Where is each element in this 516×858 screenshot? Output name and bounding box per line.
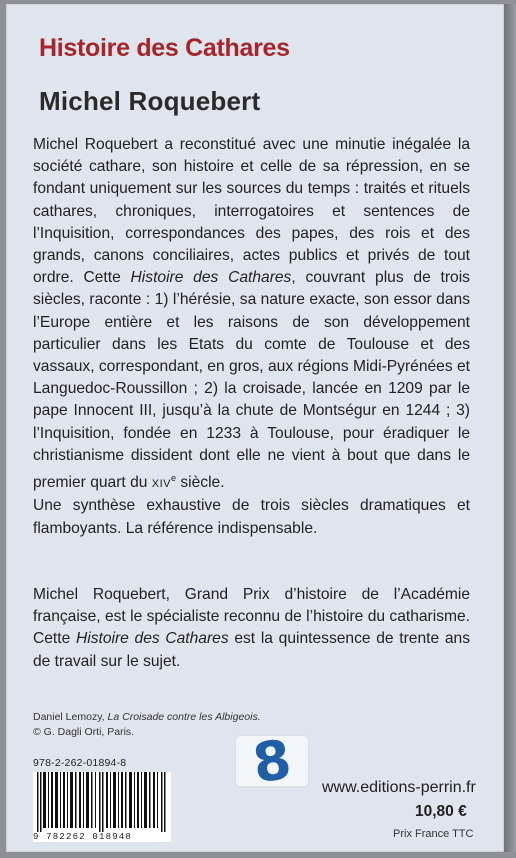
author-bio (33, 584, 470, 673)
price-note: Prix France TTC (393, 828, 474, 840)
handwritten-sticker (236, 727, 308, 796)
blurb-paragraph-1 (33, 134, 470, 540)
book-spine-edge (504, 4, 516, 852)
book-title: Histoire des Cathares (39, 34, 290, 62)
publisher-website: www.editions-perrin.fr (322, 779, 476, 796)
barcode-bars (33, 772, 171, 834)
book-author: Michel Roquebert (39, 86, 261, 116)
barcode-digits: 9 782262 018948 (33, 832, 171, 842)
blurb-book-title: Histoire des Cathares (130, 269, 292, 287)
bio-book-title: Histoire des Cathares (75, 630, 229, 648)
credit-work: La Croisade contre les Albigeois. (107, 711, 261, 723)
price: 10,80 € (415, 803, 467, 820)
bio-text: Michel Roquebert, Grand Prix d’histoire de l’Académie française, est le spécialiste reconnu de l’histoire du catharisme. Cette (33, 586, 470, 648)
blurb-text: siècle. (176, 474, 225, 492)
bio-text: est la quintessence de trente ans de travail sur le sujet. (33, 630, 470, 670)
century-suffix: e (170, 473, 176, 484)
century-numeral: XIV (151, 478, 171, 491)
blurb-text: Michel Roquebert a reconstitué avec une minutie inégalée la société cathare, son histoire et celle de sa répression, en se fondant uniquement sur les sources du temps : traités et rituels cathares, chroniques, interrogatoires et sentences de l’Inquisition, correspondances des papes, des rois et des grands, canons conciliaires, actes publics et privés de tout ordre. Cette (33, 136, 470, 287)
sticker-number: 8 (249, 727, 295, 796)
credit-artist: Daniel Lemozy, (33, 711, 108, 723)
barcode (33, 772, 171, 834)
blurb-text: , couvrant plus de trois siècles, raconte : 1) l’hérésie, sa nature exacte, son essor dans l’Europe entière et les raisons de son développement particulier dans les Etats du comte de Toulouse et des vassaux, correspondant, en gros, aux régions Midi-Pyrénées et Languedoc-Roussillon ; 2) la croisade, lancée en 1209 par le pape Innocent III, jusqu’à la chute de Montségur en 1244 ; 3) l’Inquisition, fondée en 1233 à Toulouse, pour éradiquer le christianisme dissident dont elle ne vient à bout que dans le premier quart du (33, 269, 470, 492)
isbn-number: 978-2-262-01894-8 (33, 757, 127, 769)
blurb-conclusion: Une synthèse exhaustive de trois siècles dramatiques et flamboyants. La référence indispensable. (33, 497, 470, 537)
credit-photo: © G. Dagli Orti, Paris. (33, 726, 135, 738)
